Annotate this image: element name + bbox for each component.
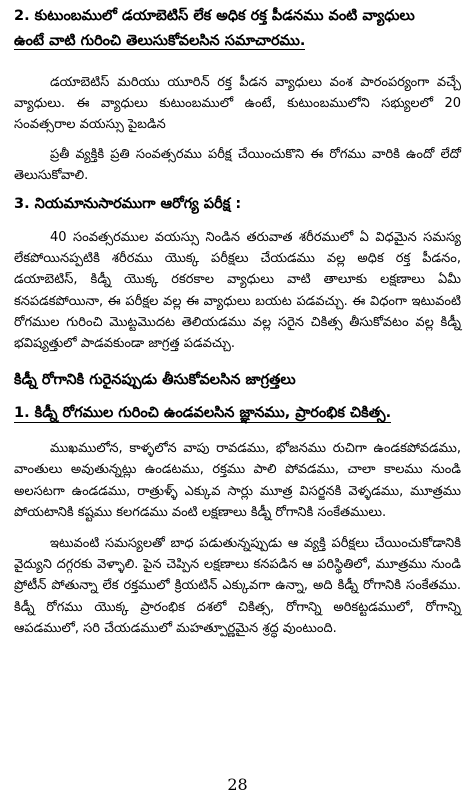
subsection-heading-knowledge-treatment <box>14 401 461 426</box>
paragraph-annual-test: ప్రతీ వ్యక్తికి ప్రతి సంవత్సరము పరీక్ష చేయించుకొని ఈ రోగము వారికి ఉందో లేదో తెలుసుకోవాలి. <box>14 146 461 183</box>
paragraph-hereditary-diseases: డయాబెటిస్ మరియు యూరిన్ రక్త పీడన వ్యాధులు వంశ పారంపర్యంగా వచ్చే వ్యాధులు. ఈ వ్యాధులు కుటుంబములో ఉంటే, కుటుంబములోని సభ్యులలో 20 సంవత్సరాల వయస్సు పైబడిన <box>14 75 461 133</box>
heading-text: 1. కిడ్నీ రోగముల గురించి ఉండవలసిన జ్ఞానము, ప్రారంభిక చికిత్స. <box>14 405 392 422</box>
paragraph-checkup-after-40: 40 సంవత్సరముల వయస్సు నిండిన తరువాత శరీరములో ఏ విధమైన సమస్య లేకపోయినప్పటికి శరీరము యొక్క పరీక్షలు చేయడము వల్ల అధిక రక్త పీడనం, డయాబెటిస్, కిడ్నీ యొక్క రకరకాల వ్యాధులు వాటి తాలూకు లక్షణాలు ఏమీ కనపడకపోయినా, ఈ పరీక్షల వల్ల ఈ వ్యాధులు బయట పడవచ్చు. ఈ విధంగా ఇటువంటి రోగముల గురించి మొట్టమొదట తెలియడము వల్ల సరైన చికిత్స తీసుకోవటం వల్ల కిడ్నీ భవిష్యత్తులో పాడవకుండా జాగ్రత్త పడవచ్చు. <box>14 230 461 352</box>
heading-line-1: 2. కుటుంబములో డయాబెటిస్ లేక అధిక రక్త పీడనము వంటి వ్యాధులు <box>14 8 415 24</box>
heading-line-2: ఉంటే వాటి గురించి తెలుసుకోవలసిన సమాచారము. <box>14 33 306 49</box>
heading-text: 3. నియమానుసారముగా ఆరోగ్య పరీక్ష : <box>14 196 242 213</box>
section-heading-regular-checkup <box>14 192 461 217</box>
page-number: 28 <box>227 775 248 794</box>
document-page <box>14 4 461 639</box>
section-heading-kidney-precautions <box>14 368 461 393</box>
heading-text: కిడ్నీ రోగానికి గురైనప్పుడు తీసుకోవలసిన జాగ్రత్తలు <box>14 372 296 389</box>
paragraph-see-doctor: ఇటువంటి సమస్యలతో బాధ పడుతున్నప్పుడు ఆ వ్యక్తి పరీక్షలు చేయించుకోడానికి వైద్యుని దగ్గరకు వెళ్ళాలి. పైన చెప్పిన లక్షణాలు కనపడిన ఆ పరిస్థితిలో, మూత్రము నుండి ప్రోటీన్ పోతున్నా లేక రక్తములో క్రియటిన్ ఎక్కువగా ఉన్నా, అది కిడ్నీ రోగానికి సంకేతము. కిడ్నీ రోగము యొక్క ప్రారంభిక దశలో చికిత్స, రోగాన్ని అరికట్టడములో, రోగాన్ని ఆపడములో, సరి చేయడములో మహత్పూర్ణమైన శ్రద్ధ వుంటుంది. <box>14 536 461 636</box>
section-heading-family-history <box>14 4 461 54</box>
paragraph-symptoms: ముఖములోన, కాళ్ళలోన వాపు రావడము, భోజనము రుచిగా ఉండకపోవడము, వాంతులు అవుతున్నట్లు ఉండటము, రక్తము పాలి పోవడము, చాలా కాలము నుండి అలసటగా ఉండడము, రాత్రుళ్ళ్ ఎక్కువ సార్లు మూత్ర విసర్జనకి వెళ్ళడము, మూత్రము పోయటానికి కష్టము కలగడము వంటి లక్షణాలు కిడ్నీ రోగానికి సంకేతములు. <box>14 441 461 520</box>
